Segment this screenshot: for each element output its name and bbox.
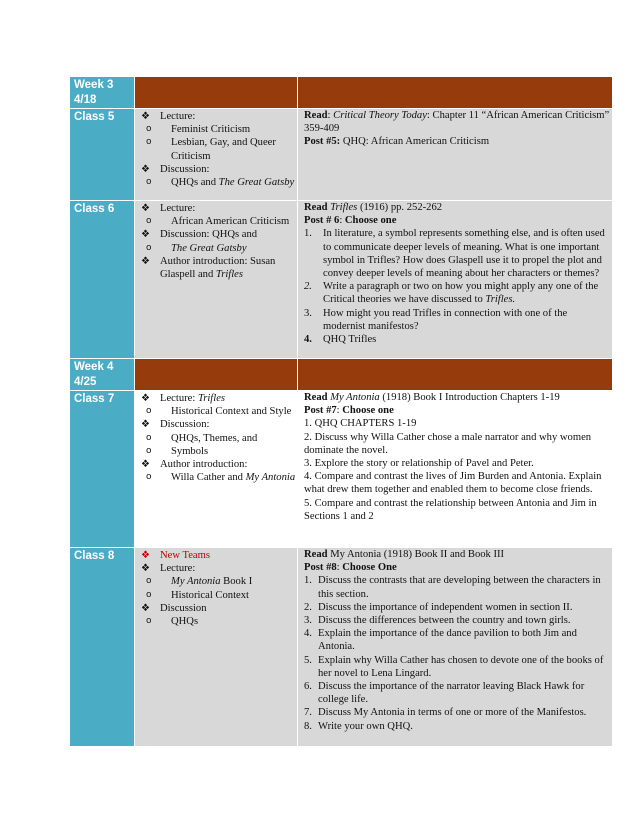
topic-text: African American Criticism (171, 216, 290, 228)
topic-text: Lecture: (160, 111, 196, 122)
topic-text: Lecture: (160, 203, 196, 214)
circle-bullet-icon: o (146, 242, 152, 253)
topic-subitem (141, 589, 297, 602)
option-number: 7. (304, 707, 312, 719)
topic-text: Author introduction: Susan Glaspell and (160, 255, 276, 281)
diamond-bullet-icon: ❖ (141, 393, 150, 404)
class-8-row (70, 548, 613, 747)
topic-text: Symbols (171, 445, 209, 457)
topic-subitem (141, 215, 297, 228)
week-label: Week 3 (74, 79, 114, 91)
topic-text: Willa Cather and (171, 472, 246, 484)
choose-label: Choose one (342, 405, 394, 417)
topic-text: Discussion (160, 602, 207, 614)
diamond-bullet-icon: ❖ (141, 419, 150, 431)
circle-bullet-icon: o (146, 216, 152, 227)
book-title: Trifles (330, 202, 358, 213)
schedule-table (69, 76, 613, 747)
topic-bullet (141, 110, 297, 123)
circle-bullet-icon: o (146, 445, 152, 456)
assignment-option (304, 627, 610, 653)
assignment-option (304, 654, 610, 680)
assignment-option (304, 333, 610, 346)
topic-subitem (141, 432, 297, 445)
assignment-option (304, 720, 610, 733)
class-5-row (70, 109, 613, 201)
topic-subitem (141, 615, 297, 628)
diamond-bullet-icon: ❖ (141, 203, 150, 214)
choose-label: Choose one (344, 215, 397, 227)
option-text: Discuss the importance of independent women in section II. (318, 601, 573, 613)
diamond-bullet-icon: ❖ (141, 550, 150, 561)
option-number: 8. (304, 720, 312, 732)
diamond-bullet-icon: ❖ (141, 602, 150, 614)
read-label: Read (304, 110, 328, 121)
class-6-row (70, 201, 613, 359)
circle-bullet-icon: o (146, 472, 152, 483)
topic-subitem (141, 445, 297, 458)
topic-title-italic: My Antonia (171, 576, 221, 588)
option-number: 2. (304, 601, 312, 613)
option-text: QHQ Trifles (323, 334, 377, 346)
assignment-option (304, 680, 610, 706)
class-7-row (70, 391, 613, 548)
topic-text: Lesbian, Gay, and Queer Criticism (171, 137, 276, 162)
class-8-assignment: Read My Antonia (1918) Book II and Book III Post #8: Choose One 1. Discuss the contrasts that are developing between the characters in this section. 2. Discuss the importance of independent women in section II. 3. Discuss the differences between the country and town girls. 4. Explain the importance of the dance pavilion to both Jim and Antonia. 5. Explain why Willa Cather has chosen to devote one of the books of her novel to Lena Lingard. 6. Discuss the importance of the narrator leaving Black Hawk for college life. 7. Discuss My Antonia in terms of one or more of the Manifestos. 8. Write your own QHQ. (298, 548, 613, 747)
diamond-bullet-icon: ❖ (141, 255, 150, 267)
diamond-bullet-icon: ❖ (141, 459, 150, 471)
week-3-cell (70, 77, 135, 109)
diamond-bullet-icon: ❖ (141, 229, 150, 241)
option-text: How might you read Trifles in connection with one of the modernist manifestos? (323, 307, 568, 332)
topic-text: Discussion: (160, 419, 210, 431)
option-number: 1. (304, 575, 312, 587)
topic-text: New Teams (160, 550, 210, 561)
topic-text: Historical Context and Style (171, 406, 292, 418)
option-number: 3. (304, 307, 312, 319)
assignment-option: 1. QHQ CHAPTERS 1-19 (304, 418, 417, 430)
circle-bullet-icon: o (146, 616, 152, 627)
read-label: Read (304, 392, 328, 403)
topic-subitem (141, 575, 297, 588)
circle-bullet-icon: o (146, 589, 152, 600)
option-text: Discuss the importance of the narrator leaving Black Hawk for college life. (318, 681, 585, 706)
option-text: Discuss My Antonia in terms of one or more of the Manifestos. (318, 707, 587, 719)
assignment-option (304, 601, 610, 614)
circle-bullet-icon: o (146, 406, 152, 417)
class-8-topics (135, 548, 298, 747)
post-label: Post #5: (304, 136, 341, 148)
option-number: 4. (304, 334, 312, 346)
topic-bullet (141, 418, 297, 431)
post-label: Post #7 (304, 405, 337, 417)
topic-bullet (141, 255, 297, 281)
week-3-header-row (70, 77, 613, 109)
diamond-bullet-icon: ❖ (141, 111, 150, 122)
topic-text: Book I (220, 576, 253, 588)
option-text: Write your own QHQ. (318, 720, 413, 732)
topic-bullet (141, 602, 297, 615)
topic-bullet (141, 392, 297, 405)
option-text: Explain why Willa Cather has chosen to devote one of the books of her novel to Lena Lingard. (318, 654, 604, 679)
class-6-label: Class 6 (70, 201, 135, 359)
topic-text: QHQs, Themes, and (171, 432, 258, 444)
topic-subitem (141, 176, 297, 189)
topic-bullet (141, 202, 297, 215)
read-label: Read (304, 549, 328, 560)
assignment-option (304, 614, 610, 627)
class-8-label: Class 8 (70, 548, 135, 747)
option-text: Write a paragraph or two on how you might apply any one of the Critical theories we have discussed to (323, 281, 599, 306)
class-7-assignment: Read My Antonia (1918) Book I Introduction Chapters 1-19 Post #7: Choose one 1. QHQ CHAPTERS 1-19 2. Discuss why Willa Cather chose a male narrator and why women dominate the novel. 3. Explore the story or relationship of Pavel and Peter. 4. Compare and contrast the lives of Jim Burden and Antonia. Explain what drew them together and enabled them to become close friends. 5. Compare and contrast the relationship between Antonia and Jim in Sections 1 and 2 (298, 391, 613, 548)
assignment-option: 2. Discuss why Willa Cather chose a male narrator and why women dominate the novel. (304, 431, 592, 456)
topic-text: QHQs and (171, 177, 219, 189)
topic-title-italic: Trifles (215, 269, 243, 281)
circle-bullet-icon: o (146, 177, 152, 188)
option-number: 5. (304, 654, 312, 666)
assignment-option (304, 280, 610, 306)
assignment-option (304, 227, 610, 280)
circle-bullet-icon: o (146, 124, 152, 135)
circle-bullet-icon: o (146, 576, 152, 587)
topic-bullet (141, 163, 297, 176)
week-4-cell (70, 359, 135, 391)
topic-text: Discussion: (160, 163, 210, 175)
topic-subitem (141, 405, 297, 418)
read-label: Read (304, 202, 328, 213)
class-7-label: Class 7 (70, 391, 135, 548)
week-4-header-row (70, 359, 613, 391)
circle-bullet-icon: o (146, 137, 152, 148)
assignment-option (304, 307, 610, 333)
assignment-option: 3. Explore the story or relationship of Pavel and Peter. (304, 458, 534, 470)
book-title: My Antonia (330, 392, 380, 403)
option-number: 4. (304, 628, 312, 640)
topic-title-italic: The Great Gatsby (218, 177, 295, 189)
topic-text: Historical Context (171, 589, 249, 601)
week-date: 4/18 (74, 94, 97, 106)
assignment-option (304, 706, 610, 719)
week-label: Week 4 (74, 361, 114, 373)
class-5-assignment: Read: Critical Theory Today: Chapter 11 “African American Criticism” 359-409 Post #5: QHQ: African American Criticism (298, 109, 613, 201)
assignment-option: 5. Compare and contrast the relationship between Antonia and Jim in Sections 1 and 2 (304, 497, 597, 522)
topic-title-italic: The Great Gatsby (171, 242, 247, 254)
topic-title-italic: Trifles (197, 393, 226, 404)
option-text: In literature, a symbol represents something else, and is often used to communicate deeper levels of meaning. What is one important symbol in Trifles? How does Glaspell use it to propel the plot and convey deeper levels of meaning about her characters or themes? (323, 228, 605, 280)
topic-subitem (141, 471, 297, 484)
topic-title-italic: My Antonia (245, 472, 296, 484)
topic-text: Feminist Criticism (171, 124, 251, 136)
post-label: Post #8 (304, 562, 337, 574)
option-number: 6. (304, 681, 312, 693)
topic-text: Discussion: QHQs and (160, 229, 258, 241)
post-label: Post # 6 (304, 215, 340, 227)
option-title-italic: Trifles. (485, 294, 516, 306)
topic-text: Author introduction: (160, 459, 248, 471)
option-text: Explain the importance of the dance pavilion to both Jim and Antonia. (318, 628, 577, 653)
topic-bullet (141, 228, 297, 241)
topic-subitem (141, 123, 297, 136)
option-number: 2. (304, 281, 312, 293)
option-number: 1. (304, 228, 312, 240)
assignment-option (304, 574, 610, 600)
assignment-option: 4. Compare and contrast the lives of Jim Burden and Antonia. Explain what drew them together and enabled them to become close friends. (304, 471, 602, 496)
topic-bullet (141, 458, 297, 471)
class-6-topics (135, 201, 298, 359)
option-text: Discuss the contrasts that are developing between the characters in this section. (318, 575, 601, 600)
diamond-bullet-icon: ❖ (141, 563, 150, 575)
class-5-label: Class 5 (70, 109, 135, 201)
option-number: 3. (304, 615, 312, 627)
class-6-assignment: Read Trifles (1916) pp. 252-262 Post # 6: Choose one 1. In literature, a symbol represents something else, and is often used to communicate deeper levels of meaning. What is one important symbol in Trifles? How does Glaspell use it to propel the plot and convey deeper levels of meaning about her characters or themes? 2. Write a paragraph or two on how you might apply any one of the Critical theories we have discussed to Trifles. 3. How might you read Trifles in connection with one of the modernist manifestos? 4. QHQ Trifles (298, 201, 613, 359)
topic-text: Lecture: (160, 563, 196, 575)
circle-bullet-icon: o (146, 432, 152, 443)
topic-text: QHQs (171, 616, 199, 628)
choose-label: Choose One (342, 562, 397, 574)
topic-subitem (141, 242, 297, 255)
topic-subitem (141, 136, 297, 162)
diamond-bullet-icon: ❖ (141, 163, 150, 175)
topic-bullet (141, 562, 297, 575)
option-text: Discuss the differences between the country and town girls. (318, 615, 571, 627)
topic-text: Lecture: (160, 393, 198, 404)
class-5-topics (135, 109, 298, 201)
topic-bullet (141, 549, 297, 562)
book-title: Critical Theory Today (333, 110, 427, 121)
class-7-topics (135, 391, 298, 548)
week-date: 4/25 (74, 376, 97, 388)
